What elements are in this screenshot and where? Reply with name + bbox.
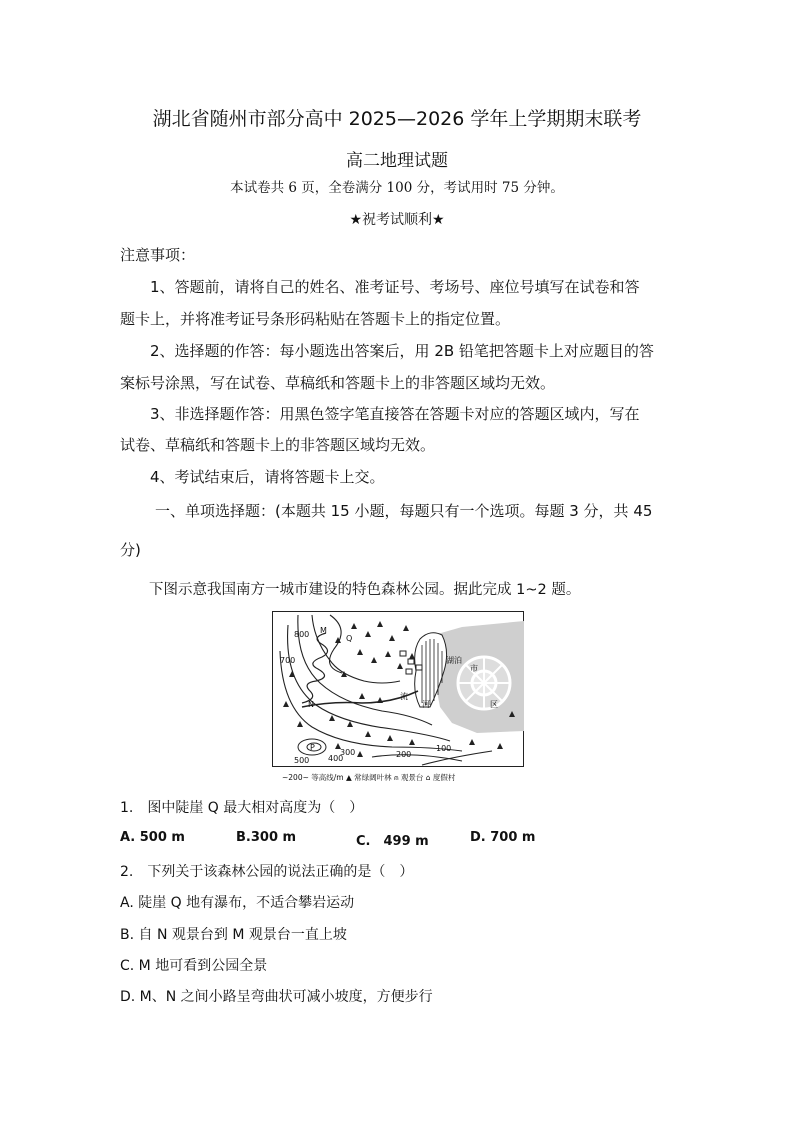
intro-text: 下图示意我国南方一城市建设的特色森林公园。据此完成 1~2 题。 — [149, 582, 581, 598]
exam-wish: ★祝考试顺利★ — [349, 212, 445, 228]
contour-label-500: 500 — [294, 756, 310, 765]
contour-label-700: 700 — [280, 656, 296, 665]
notice-item-3-line-2: 试卷、草稿纸和答题卡上的非答题区域均无效。 — [120, 436, 436, 454]
question-2-stem: 2. 下列关于该森林公园的说法正确的是（ ） — [120, 864, 414, 880]
point-label-p: P — [310, 743, 315, 752]
exam-subtitle: 高二地理试题 — [346, 151, 448, 171]
river-label-1: 流 — [400, 692, 408, 701]
notice-item-2-line-1: 2、选择题的作答：每小题选出答案后，用 2B 铅笔把答题卡上对应题目的答 — [150, 342, 654, 360]
contour-label-300: 300 — [340, 748, 356, 757]
contour-label-800: 800 — [294, 630, 310, 639]
exam-meta: 本试卷共 6 页，全卷满分 100 分，考试用时 75 分钟。 — [230, 180, 564, 196]
question-2-option-b[interactable]: B. 自 N 观景台到 M 观景台一直上坡 — [120, 927, 347, 943]
exam-title: 湖北省随州市部分高中 2025—2026 学年上学期期末联考 — [152, 108, 642, 130]
question-1-option-c[interactable]: C. 499 m — [356, 834, 429, 849]
question-1-option-d[interactable]: D. 700 m — [470, 830, 536, 845]
question-1-option-b[interactable]: B.300 m — [236, 830, 297, 845]
map-legend: ~200~ 等高线/m ▲ 常绿阔叶林 ⍝ 观景台 ⌂ 度假村 — [282, 773, 456, 782]
section-heading-line-1: 一、单项选择题：(本题共 15 小题，每题只有一个选项。每题 3 分，共 45 — [155, 502, 653, 520]
contour-label-400: 400 — [328, 754, 344, 763]
notice-item-2-line-2: 案标号涂黑，写在试卷、草稿纸和答题卡上的非答题区域均无效。 — [120, 374, 556, 392]
notice-item-1-line-2: 题卡上，并将准考证号条形码粘贴在答题卡上的指定位置。 — [120, 310, 511, 328]
question-2-option-c[interactable]: C. M 地可看到公园全景 — [120, 958, 268, 974]
notice-item-1-line-1: 1、答题前，请将自己的姓名、准考证号、考场号、座位号填写在试卷和答 — [150, 278, 640, 296]
river-label-2: 河 — [422, 700, 430, 709]
point-label-n: N — [308, 700, 314, 709]
question-2-option-a[interactable]: A. 陡崖 Q 地有瀑布，不适合攀岩运动 — [120, 895, 355, 911]
notice-item-4: 4、考试结束后，请将答题卡上交。 — [150, 468, 385, 486]
city-label-1: 市 — [470, 664, 478, 673]
question-1-option-a[interactable]: A. 500 m — [120, 830, 185, 845]
point-label-m: M — [320, 626, 327, 635]
notice-item-3-line-1: 3、非选择题作答：用黑色签字笔直接答在答题卡对应的答题区域内，写在 — [150, 405, 640, 423]
section-heading-line-2: 分) — [120, 541, 141, 559]
city-label-2: 区 — [490, 700, 498, 709]
forest-park-map — [272, 611, 524, 786]
contour-label-100: 100 — [436, 744, 452, 753]
lake-label: 湖泊 — [446, 656, 462, 665]
contour-label-200: 200 — [396, 750, 412, 759]
question-1-stem: 1. 图中陡崖 Q 最大相对高度为（ ） — [120, 800, 364, 816]
question-2-option-d[interactable]: D. M、N 之间小路呈弯曲状可减小坡度，方便步行 — [120, 989, 433, 1005]
point-label-q: Q — [346, 634, 353, 643]
notice-heading: 注意事项： — [120, 246, 196, 264]
